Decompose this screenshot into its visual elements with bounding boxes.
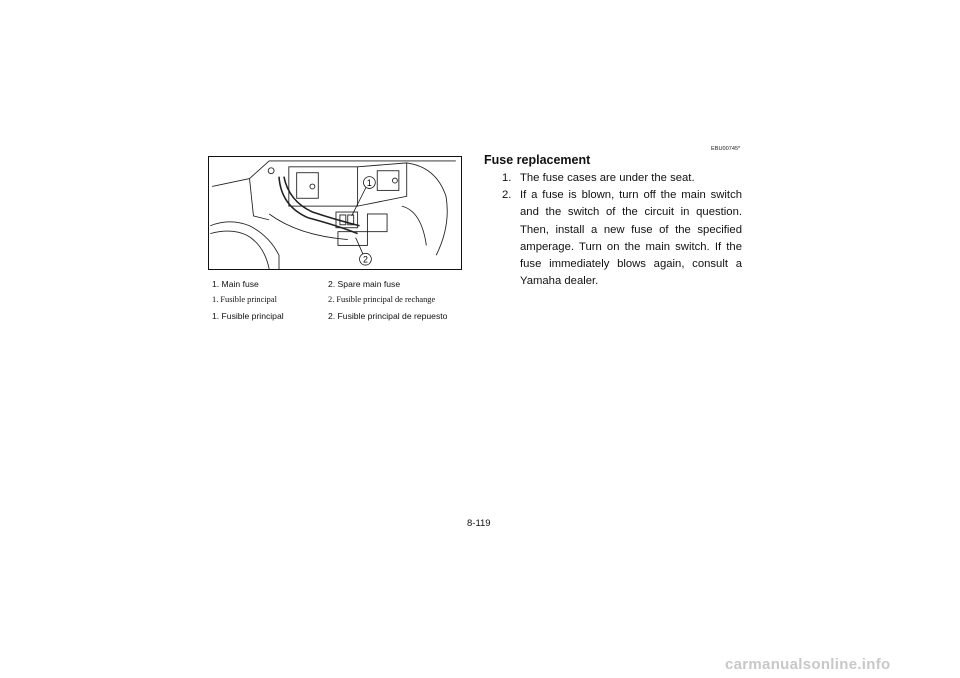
- step-number: 1.: [502, 172, 512, 184]
- callout-2-label: 2: [362, 254, 368, 265]
- caption-item-2: 2. Spare main fuse: [328, 279, 401, 289]
- watermark: carmanualsonline.info: [725, 656, 891, 673]
- step-text: If a fuse is blown, turn off the main switch and the switch of the circuit in question. Then, install a new fuse of the specified amperage. Turn on the main switch. If the fuse immediately blows again, consult a Yamaha dealer.: [520, 189, 742, 288]
- caption-item-1: 1. Fusible principal: [212, 311, 284, 321]
- step-item: [502, 187, 742, 290]
- caption-item-1: 1. Fusible principal: [212, 295, 277, 304]
- figure-captions: [212, 276, 482, 324]
- section-heading: Fuse replacement: [484, 153, 591, 167]
- caption-row-spanish: [212, 308, 482, 324]
- caption-item-2: 2. Fusible principal de rechange: [328, 295, 436, 304]
- caption-item-1: 1. Main fuse: [212, 279, 259, 289]
- step-text: The fuse cases are under the seat.: [520, 172, 695, 184]
- fuse-location-illustration: [208, 156, 462, 270]
- step-number: 2.: [502, 189, 512, 202]
- callout-1-label: 1: [366, 177, 372, 188]
- step-item: [502, 170, 742, 187]
- fuse-illustration-svg: [209, 157, 461, 269]
- instruction-steps: [502, 170, 742, 290]
- caption-item-2: 2. Fusible principal de repuesto: [328, 311, 448, 321]
- page-number: 8-119: [467, 518, 491, 529]
- section-code: EBU00745*: [711, 146, 741, 152]
- caption-row-english: [212, 276, 482, 292]
- caption-row-french: [212, 292, 482, 308]
